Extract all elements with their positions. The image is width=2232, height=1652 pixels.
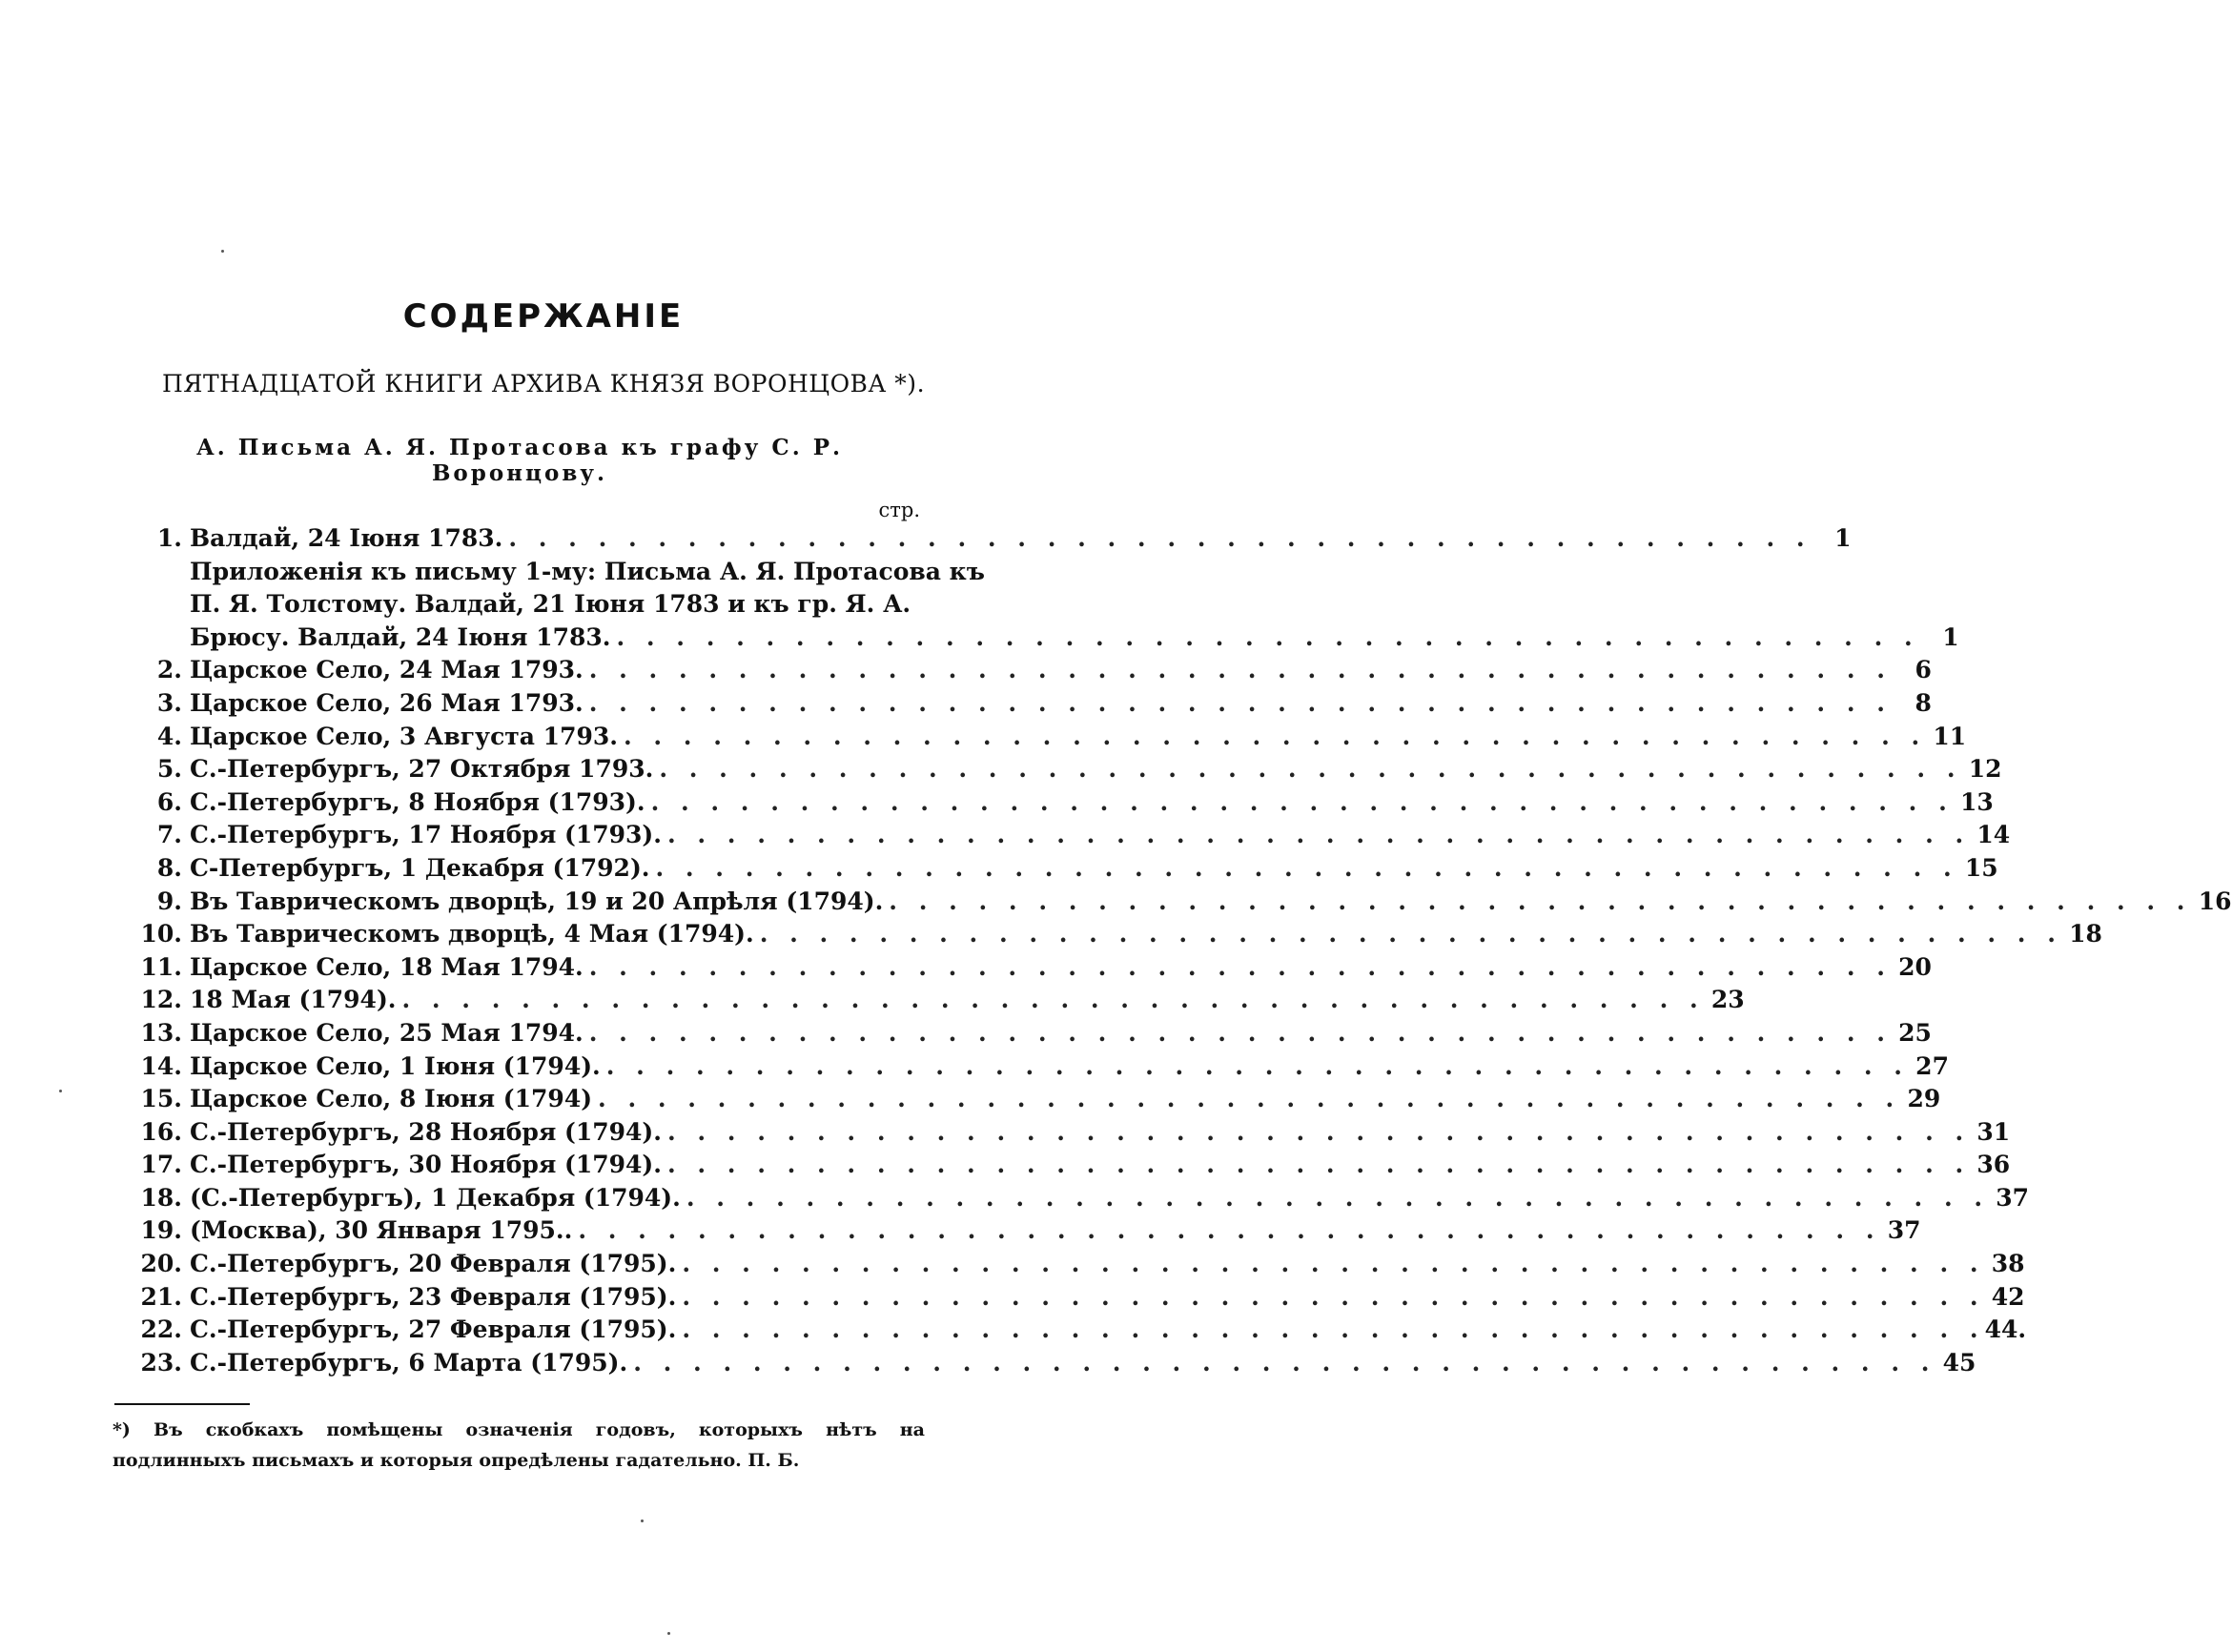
- entry-page-number: 37: [1887, 1216, 1921, 1245]
- entry-number: 16.: [140, 1117, 182, 1146]
- entry-page-number: 31: [1976, 1117, 2011, 1146]
- entry-text: С.-Петербургъ, 8 Ноября (1793).: [190, 787, 645, 816]
- scan-speck: [641, 1519, 644, 1522]
- entry-number: 9.: [156, 887, 182, 915]
- dot-leader: [662, 819, 1970, 852]
- entry-text: Царское Село, 18 Мая 1794.: [190, 952, 584, 981]
- entry-number: 8.: [156, 853, 182, 882]
- entry-text: Въ Таврическомъ дворцѣ, 19 и 20 Апрѣля (1794).: [190, 887, 884, 915]
- entry-number: 18.: [140, 1183, 182, 1212]
- toc-entry: [129, 687, 1932, 721]
- entry-text: С.-Петербургъ, 17 Ноября (1793).: [190, 821, 662, 849]
- entry-page-number: 6: [1915, 656, 1932, 684]
- dot-leader: [662, 1149, 1970, 1182]
- dot-leader: [676, 1314, 1984, 1347]
- entry-text: Приложенiя къ письму 1-му: Письма А. Я. Протасова къ: [190, 557, 985, 585]
- entry-page-number: 14: [1976, 821, 2011, 849]
- page-subtitle: ПЯТНАДЦАТОЙ КНИГИ АРХИВА КНЯЗЯ ВОРОНЦОВА *).: [161, 370, 926, 398]
- entry-number: 21.: [140, 1282, 182, 1311]
- entry-page-number: 16: [2198, 887, 2232, 915]
- entry-text: С.-Петербургъ, 20 Февраля (1795).: [190, 1250, 677, 1278]
- entry-page-number: 29: [1907, 1085, 1941, 1113]
- toc-entry: [129, 522, 1852, 556]
- entry-page-number: 15: [1964, 853, 1998, 882]
- entry-text: П. Я. Толстому. Валдай, 21 Iюня 1783 и къ гр. Я. А.: [190, 590, 911, 619]
- toc-entry: [129, 786, 1994, 820]
- toc-entry: [129, 1347, 1976, 1380]
- toc-entry: [129, 753, 2002, 786]
- entry-text: Царское Село, 8 Iюня (1794): [190, 1085, 593, 1113]
- entry-text: С.-Петербургъ, 6 Марта (1795).: [190, 1348, 628, 1377]
- dot-leader: [610, 622, 1918, 655]
- entry-text: (С.-Петербургъ), 1 Декабря (1794).: [190, 1183, 681, 1212]
- entry-page-number: 42: [1991, 1282, 2025, 1311]
- toc-entry: [129, 721, 1967, 754]
- toc-entry: [129, 1083, 1941, 1116]
- entry-number: 12.: [140, 986, 182, 1014]
- entry-number: 15.: [140, 1085, 182, 1113]
- toc-entry: [129, 852, 1998, 886]
- toc-entry: [129, 1281, 2025, 1315]
- entry-number: 11.: [140, 952, 182, 981]
- toc-entry: [129, 951, 1932, 985]
- toc-entry: [129, 1314, 2027, 1347]
- entry-page-number: 23: [1710, 986, 1745, 1014]
- page-title: СОДЕРЖАНIЕ: [402, 297, 685, 336]
- dot-leader: [645, 786, 1954, 820]
- entry-text: Царское Село, 3 Августа 1793.: [190, 722, 618, 750]
- entry-number: 6.: [156, 787, 182, 816]
- footnote-rule: [114, 1403, 250, 1405]
- entry-page-number: 8: [1915, 688, 1932, 717]
- section-heading: А. Письма А. Я. Протасова къ графу С. Р. Воронцову.: [195, 435, 844, 486]
- scan-speck: [221, 250, 224, 253]
- entry-page-number: 18: [2069, 920, 2102, 948]
- dot-leader: [681, 1182, 1989, 1215]
- entry-text: 18 Мая (1794).: [190, 986, 397, 1014]
- entry-text: Валдай, 24 Iюня 1783.: [190, 524, 503, 552]
- toc-entry: [129, 984, 1745, 1017]
- entry-text: Царское Село, 26 Мая 1793.: [190, 688, 584, 717]
- entry-text: С.-Петербургъ, 30 Ноября (1794).: [190, 1151, 662, 1179]
- entry-number: 17.: [140, 1151, 182, 1179]
- entry-page-number: 38: [1991, 1250, 2025, 1278]
- entry-page-number: 1: [1834, 524, 1852, 552]
- toc-entry: [129, 556, 1959, 655]
- toc-entry: [129, 819, 2011, 852]
- entry-number: 7.: [156, 821, 182, 849]
- dot-leader: [883, 886, 2191, 919]
- entry-number: 14.: [140, 1051, 182, 1080]
- entry-page-number: 12: [1968, 755, 2002, 784]
- entry-page-number: 45: [1942, 1348, 1976, 1377]
- entry-number: 23.: [140, 1348, 182, 1377]
- entry-text: С.-Петербургъ, 28 Ноября (1794).: [190, 1117, 662, 1146]
- entry-text: Царское Село, 25 Мая 1794.: [190, 1018, 584, 1047]
- toc-entry: [129, 1116, 2011, 1150]
- entry-page-number: 11: [1933, 722, 1967, 750]
- entry-page-number: 27: [1915, 1051, 1949, 1080]
- dot-leader: [502, 522, 1811, 556]
- entry-text: С-Петербургъ, 1 Декабря (1792).: [190, 853, 650, 882]
- table-of-contents: [129, 522, 2232, 1379]
- entry-number: 20.: [140, 1250, 182, 1278]
- dot-leader: [592, 1083, 1900, 1116]
- dot-leader: [584, 687, 1892, 721]
- entry-number: 2.: [156, 656, 182, 684]
- dot-leader: [584, 951, 1892, 985]
- dot-leader: [572, 1214, 1880, 1248]
- entry-text: Царское Село, 24 Мая 1793.: [190, 656, 584, 684]
- entry-page-number: 44.: [1984, 1315, 2027, 1344]
- dot-leader: [584, 1017, 1892, 1050]
- page-column-label: стр.: [878, 499, 920, 521]
- dot-leader: [601, 1050, 1909, 1084]
- toc-entry: [129, 1149, 2011, 1182]
- toc-entry: [129, 1214, 1921, 1248]
- entry-number: 19.: [140, 1216, 182, 1245]
- dot-leader: [653, 753, 1961, 786]
- toc-entry: [129, 886, 2232, 919]
- dot-leader: [754, 918, 2062, 951]
- entry-number: 13.: [140, 1018, 182, 1047]
- entry-page-number: 1: [1942, 622, 1959, 651]
- footnote: *) Въ скобкахъ помѣщены означенiя годовъ, которыхъ нѣтъ на подлинныхъ письмахъ и которыя опредѣлены гадательно. П. Б.: [113, 1419, 925, 1471]
- entry-text: С.-Петербургъ, 27 Февраля (1795).: [190, 1315, 677, 1344]
- dot-leader: [627, 1347, 1935, 1380]
- dot-leader: [662, 1116, 1970, 1150]
- dot-leader: [676, 1248, 1984, 1281]
- toc-entry: [129, 1050, 1949, 1084]
- entry-page-number: 25: [1898, 1018, 1932, 1047]
- toc-entry: [129, 654, 1932, 687]
- entry-text: С.-Петербургъ, 27 Октября 1793.: [190, 755, 654, 784]
- entry-number: 10.: [140, 920, 182, 948]
- entry-text: Въ Таврическомъ дворцѣ, 4 Мая (1794).: [190, 920, 754, 948]
- entry-page-number: 37: [1996, 1183, 2030, 1212]
- toc-entry: [129, 1017, 1932, 1050]
- entry-text: Брюсу. Валдай, 24 Iюня 1783.: [190, 622, 611, 651]
- toc-entry: [129, 1182, 2030, 1215]
- entry-page-number: 20: [1898, 952, 1932, 981]
- entry-number: 22.: [140, 1315, 182, 1344]
- entry-number: 1.: [156, 524, 182, 552]
- entry-text: (Москва), 30 Января 1795..: [190, 1216, 573, 1245]
- entry-text: Царское Село, 1 Iюня (1794).: [190, 1051, 601, 1080]
- entry-text: С.-Петербургъ, 23 Февраля (1795).: [190, 1282, 677, 1311]
- entry-number: 5.: [156, 755, 182, 784]
- dot-leader: [396, 984, 1704, 1017]
- scan-speck: [667, 1632, 670, 1635]
- scan-speck: [59, 1090, 62, 1092]
- toc-entry: [129, 1248, 2025, 1281]
- dot-leader: [618, 721, 1926, 754]
- entry-number: 4.: [156, 722, 182, 750]
- dot-leader: [649, 852, 1957, 886]
- entry-page-number: 36: [1976, 1151, 2011, 1179]
- entry-page-number: 13: [1960, 787, 1994, 816]
- toc-entry: [129, 918, 2102, 951]
- entry-number: 3.: [156, 688, 182, 717]
- dot-leader: [584, 654, 1892, 687]
- dot-leader: [676, 1281, 1984, 1315]
